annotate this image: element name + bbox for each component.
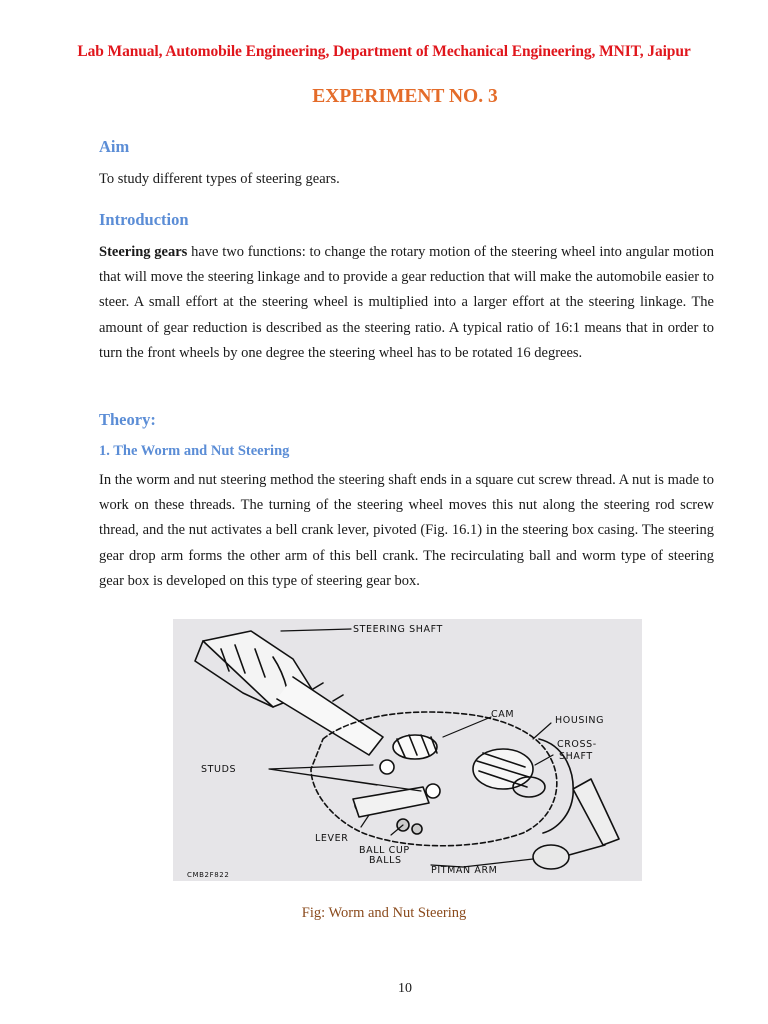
label-housing: HOUSING <box>555 715 605 726</box>
label-steering-shaft: STEERING SHAFT <box>353 624 443 635</box>
label-lever: LEVER <box>315 833 349 844</box>
theory-text: In the worm and nut steering method the steering shaft ends in a square cut screw thread. A nut is made to work on these threads. The turning of the steering wheel moves this nut along the steering rod screw thread, and the nut activates a bell crank lever, pivoted (Fig. 16.1) in the steering box casing. The steering gear drop arm forms the other arm of this bell crank. The recirculating ball and worm type of steering gear box is developed on this type of steering gear box. <box>99 472 714 589</box>
label-cross-shaft-2: SHAFT <box>559 751 593 762</box>
steering-gear-drawing <box>173 619 642 881</box>
figure-caption: Fig: Worm and Nut Steering <box>301 905 467 921</box>
label-cross-shaft-1: CROSS- <box>557 739 597 750</box>
label-ball-cup: BALL CUP <box>359 845 410 856</box>
experiment-title: EXPERIMENT NO. 3 <box>312 86 498 107</box>
theory-subheading: 1. The Worm and Nut Steering <box>99 443 290 459</box>
label-studs: STUDS <box>201 764 237 775</box>
theory-paragraph <box>99 468 714 594</box>
page-number: 10 <box>398 981 412 996</box>
introduction-heading: Introduction <box>99 210 189 229</box>
label-balls: BALLS <box>369 855 402 866</box>
introduction-bold-lead: Steering gears <box>99 244 188 260</box>
aim-text: To study different types of steering gears. <box>99 171 340 187</box>
introduction-paragraph <box>99 240 714 366</box>
theory-heading: Theory: <box>99 410 156 429</box>
aim-heading: Aim <box>99 137 130 156</box>
label-cam: CAM <box>491 709 515 720</box>
label-pitman-arm: PITMAN ARM <box>431 865 498 876</box>
label-figure-code: CMB2F822 <box>187 871 230 879</box>
running-header: Lab Manual, Automobile Engineering, Department of Mechanical Engineering, MNIT, Jaipur <box>77 43 691 60</box>
worm-and-nut-steering-figure <box>173 619 642 881</box>
introduction-text: have two functions: to change the rotary motion of the steering wheel into angular motion that will move the steering linkage and to provide a gear reduction that will make the automobile easier to steer. A small effort at the steering wheel is multiplied into a larger effort at the steering linkage. The amount of gear reduction is described as the steering ratio. A typical ratio of 16:1 means that in order to turn the front wheels by one degree the steering wheel has to be rotated 16 degrees. <box>99 244 715 361</box>
